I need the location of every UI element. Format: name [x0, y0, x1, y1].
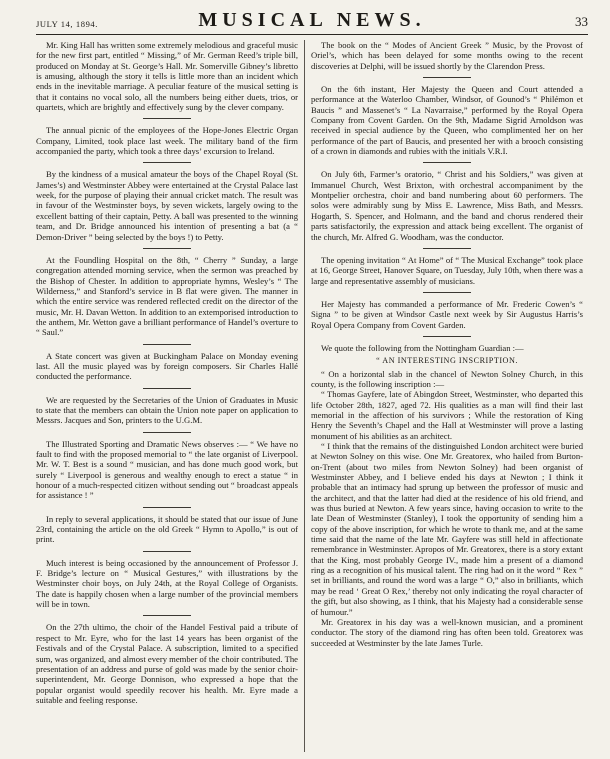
article-hope-jones-picnic: The annual picnic of the employees of the Hope-Jones Electric Organ Company, Limited, took place last week. The military band of the firm accompanied the party, which took a three days’ excursion to Ireland.: [36, 125, 298, 157]
page-header: [36, 8, 588, 35]
masthead-title: MUSICAL NEWS.: [198, 9, 426, 31]
separator: [143, 507, 191, 508]
separator: [143, 118, 191, 119]
separator: [143, 615, 191, 616]
separator: [423, 248, 471, 249]
separator: [423, 336, 471, 337]
separator: [143, 344, 191, 345]
article-foundling-hospital: At the Foundling Hospital on the 8th, “ Cherry ” Sunday, a large congregation attended morning service, when the sermon was preached by the Bishop of Chester. In addition to appropriate hymns, Wesley’s “ The Wilderness,” and Stanford’s service in B flat were given. The manner in which the entire service was rendered reflected credit on the director of the music, Mr. H. Davan Wetton. In addition to an extemporised introduction to the anthem, Mr. Wetton gave a brilliant performance of Handel’s overture to “ Saul.”: [36, 254, 298, 338]
header-date: JULY 14, 1894.: [36, 19, 99, 29]
left-column: [36, 40, 298, 705]
article-eyre-tribute: On the 27th ultimo, the choir of the Handel Festival paid a tribute of respect to Mr. Eyre, who for the last 14 years has been organist of the Festivals and of the Crystal Palace. A subscription, limited to a specified sum, was organized, and almost every member of the choir contributed. The presentation of an address and purse of gold was made by the senior choir-superintendent, Mr. George Donnison, who expressed a hope that the popular organist would speedily recover his health. Mr. Eyre made a suitable and feeling response.: [36, 622, 298, 705]
article-union-of-graduates: We are requested by the Secretaries of the Union of Graduates in Music to state that the members can obtain the Union note paper on application to Messrs. Jacques and Son, printers to the U.G.M.: [36, 394, 298, 426]
article-out-of-print: In reply to several applications, it should be stated that our issue of June 23rd, containing the article on the old Greek “ Hymn to Apollo,” is out of print.: [36, 513, 298, 545]
article-farmer-oratorio: On July 6th, Farmer’s oratorio, “ Christ and his Soldiers,” was given at Immanuel Church, West Brixton, with orchestral accompaniment by the Montpelier orchestra, choir and band numbering about 60 performers. The solos were admirably sung by Miss E. Lawrence, Miss Bath, and Messrs. Hogarth, S. Spencer, and Holmann, and the band and chorus rendered their parts satisfactorily, the expression and attack being excellent. The organist of the church, Mr. Alfred G. Woodham, was the conductor.: [311, 169, 583, 242]
column-rule: [304, 40, 305, 752]
separator: [143, 388, 191, 389]
article-musical-exchange: The opening invitation “ At Home” of “ The Musical Exchange” took place at 16, George Street, Hanover Square, on Tuesday, July 10th, when there was a large and representative assembly of musicians.: [311, 254, 583, 286]
article-windsor-performance: On the 6th instant, Her Majesty the Queen and Court attended a performance at the Waterloo Chamber, Windsor, of Gounod’s “ Philémon et Baucis ” and Massenet’s “ La Navarraise,” performed by the Royal Opera Company from Covent Garden. On the 9th, Madame Sigrid Arnoldson was received in special audience by the Queen, who complimented her on her performance of the part of Baucis, and presented her with a brooch consisting of a crown in diamonds and rubies with the initials V.R.I.: [311, 84, 583, 157]
inscription-text: “ Thomas Gayfere, late of Abingdon Street, Westminster, who departed this life October 28th, 1827, aged 72. His qualities as a man will find their last memorial in the affection of his survivors ; While the restoration of King Henry the Seventh’s Chapel and the Hall at Westminster will prove a lasting monument of his abilities as an architect.: [311, 389, 583, 441]
article-best-memorial: The Illustrated Sporting and Dramatic News observes :— “ We have no fault to find with the proposed memorial to “ the late organist of Liverpool. Mr. W. T. Best is a sound “ musician, and has done much good work, but surely “ Liverpool is generous and wealthy enough to erect a statue “ in honour of a much-respected citizen without sending out “ broadcast appeals for assistance ! ”: [36, 438, 298, 501]
inscription-intro: “ On a horizontal slab in the chancel of Newton Solney Church, in this county, is the following inscription :—: [311, 368, 583, 389]
separator: [423, 77, 471, 78]
page-number: 33: [575, 14, 588, 29]
greatorex-note: Mr. Greatorex in his day was a well-known musician, and a prominent conductor. The story of the diamond ring has often been told. Greatorex was succeeded at Westminster by the late James Turle.: [311, 616, 583, 648]
inscription-story: “ I think that the remains of the distinguished London architect were buried at Newton Solney on this wise. One Mr. Greatorex, who hailed from Burton-on-Trent (about two miles from Newton Solney) had been organist of Westminster Abbey, and I believe ended his days at Newton ; I think it probable that an intimacy had sprung up between the professor of music and the architect, and that the latter had died at the residence of his old friend, and was thus buried at Newton. A few years since, having occasion to write to the late Dean of Westminster (Stanley), I took the opportunity of sending him a copy of the above inscription, for which he wrote to thank me, and at the same time said that the name of the late Mr. Gayfere was still held in affectionate remembrance in Westminster. Apropos of Mr. Greatorex, there is a story extant that the King, most probably George IV., made him a present of a diamond ring as a recognition of his musical talent. The ring had on it the word “ Rex ” set in brilliants, and round the word was a large “ O,” also in brilliants, which may be read ‘ Great O Rex,’ thereby not only indicating the royal character of the gift, but also showing, as I think, that his Majesty had a considerable sense of humour.”: [311, 441, 583, 617]
right-column: [311, 40, 583, 648]
inscription-heading: “ AN INTERESTING INSCRIPTION.: [376, 356, 518, 366]
article-signa: Her Majesty has commanded a performance of Mr. Frederic Cowen’s “ Signa ” to be given at Windsor Castle next week by Sir Augustus Harris’s Royal Opera Company from Covent Garden.: [311, 298, 583, 330]
separator: [143, 162, 191, 163]
separator: [143, 551, 191, 552]
article-greek-modes: The book on the “ Modes of Ancient Greek ” Music, by the Provost of Oriel’s, which has been delayed for some months owing to the recent discoveries at Delphi, will be issued shortly by the Clarendon Press.: [311, 40, 583, 71]
separator: [143, 248, 191, 249]
article-state-concert: A State concert was given at Buckingham Palace on Monday evening last. All the music played was by foreign composers. Sir Charles Hallé conducted the performance.: [36, 350, 298, 382]
article-cricket-match: By the kindness of a musical amateur the boys of the Chapel Royal (St. James’s) and Westminster Abbey were entertained at the Crystal Palace last week, for the purpose of playing their annual cricket match. The result was in favour of the Westminster boys, by seven wickets, largely owing to the excellent batting of their captain, Petty. A ball was presented to the winning team, and Dr. Bridge announced his intention of presenting a bat (a “ Demon-Driver ” being selected by the boys !) to Petty.: [36, 169, 298, 242]
separator: [143, 432, 191, 433]
article-king-hall: Mr. King Hall has written some extremely melodious and graceful music for the new first part, entitled “ Missing,” of Mr. German Reed’s triple bill, produced on Monday at St. George’s Hall. Mr. Somerville Gibney’s libretto is amusing, although the story it tells is little more than an incident which ends in the inevitable marriage. A peculiar feature of the musical setting is that it contains no vocal solo, all the numbers being either duets, trios, or quartets, which are brightly and effectively sung by the clever company.: [36, 40, 298, 113]
quote-intro: We quote the following from the Nottingham Guardian :—: [321, 342, 524, 353]
article-bridge-lecture: Much interest is being occasioned by the announcement of Professor J. F. Bridge’s lecture on “ Musical Gestures,” with illustrations by the Westminster choir boys, on July 24th, at the Royal College of Organists. The date is happily chosen when a large number of the provincial members will be in town.: [36, 557, 298, 610]
separator: [423, 292, 471, 293]
separator: [423, 162, 471, 163]
